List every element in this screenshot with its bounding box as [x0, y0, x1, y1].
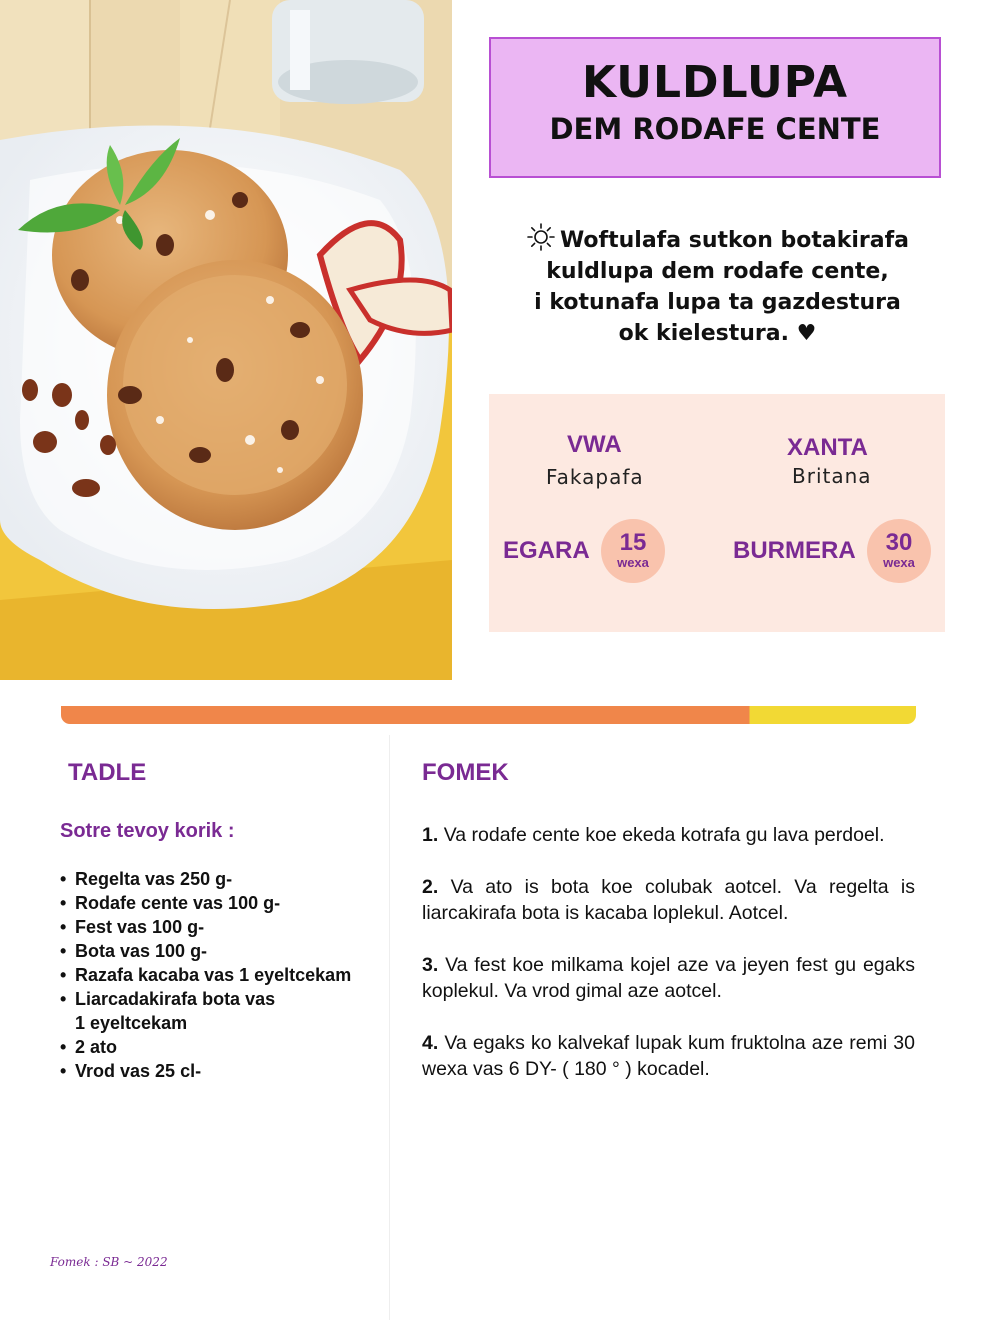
- title-box: [489, 37, 941, 178]
- sun-icon: [526, 222, 556, 252]
- cook-time-value: 30: [885, 529, 913, 556]
- step-number: 4.: [422, 1032, 439, 1054]
- ingredient-item: • Bota vas 100 g-: [60, 939, 351, 963]
- step-number: 2.: [422, 876, 439, 898]
- ingredient-item: • 2 ato: [60, 1035, 351, 1059]
- cook-time-badge: [867, 519, 931, 583]
- prep-time-unit: wexa: [617, 555, 649, 570]
- step-text: Va egaks ko kalvekaf lupak kum fruktolna aze remi 30 wexa vas 6 DY- ( 180 ° ) kocadel.: [422, 1032, 915, 1080]
- prep-time-label: EGARA: [503, 537, 590, 564]
- ingredients-heading: TADLE: [68, 759, 147, 786]
- method-heading: FOMEK: [422, 759, 509, 786]
- method-step: [422, 822, 915, 848]
- step-text: Va ato is bota koe colubak aotcel. Va regelta is liarcakirafa bota is kacaba loplekul. Aotcel.: [422, 876, 915, 924]
- recipe-intro: [495, 222, 940, 349]
- cook-time-label: BURMERA: [733, 537, 856, 564]
- origin-label: XANTA: [787, 434, 868, 461]
- prep-time-badge: [601, 519, 665, 583]
- ingredients-list: [60, 867, 351, 1083]
- recipe-photo: [0, 0, 452, 680]
- intro-line-1: [495, 222, 940, 256]
- ingredient-item: • Regelta vas 250 g-: [60, 867, 351, 891]
- cook-time-unit: wexa: [883, 555, 915, 570]
- ingredient-item: • Liarcadakirafa bota vas 1 eyeltcekam: [60, 987, 290, 1035]
- ingredients-subheading: Sotre tevoy korik :: [60, 820, 235, 842]
- method-steps: [422, 822, 915, 1108]
- method-step: [422, 952, 915, 1004]
- ingredient-item: • Vrod vas 25 cl-: [60, 1059, 351, 1083]
- section-divider-bar: [61, 706, 916, 724]
- column-separator: [389, 735, 390, 1320]
- step-number: 3.: [422, 954, 439, 976]
- prep-time-value: 15: [619, 529, 647, 556]
- intro-line-2: kuldlupa dem rodafe cente,: [546, 259, 889, 284]
- intro-line-3: i kotunafa lupa ta gazdestura: [534, 290, 901, 315]
- step-number: 1.: [422, 824, 439, 846]
- intro-line-4: ok kielestura. ♥: [618, 321, 817, 346]
- step-text: Va rodafe cente koe ekeda kotrafa gu lava perdoel.: [443, 824, 885, 846]
- recipe-credit: Fomek : SB ~ 2022: [50, 1255, 168, 1269]
- ingredient-item: • Rodafe cente vas 100 g-: [60, 891, 351, 915]
- method-step: [422, 1030, 915, 1082]
- recipe-title: KULDLUPA: [581, 57, 849, 108]
- step-text: Va fest koe milkama kojel aze va jeyen fest gu egaks koplekul. Va vrod gimal aze aotcel.: [422, 954, 915, 1002]
- origin-value: Britana: [792, 464, 872, 488]
- intro-text-1: Woftulafa sutkon botakirafa: [559, 228, 910, 253]
- type-value: Fakapafa: [546, 465, 644, 489]
- method-step: [422, 874, 915, 926]
- ingredient-item: • Razafa kacaba vas 1 eyeltcekam: [60, 963, 351, 987]
- recipe-subtitle: DEM RODAFE CENTE: [549, 112, 881, 146]
- ingredient-item: • Fest vas 100 g-: [60, 915, 351, 939]
- type-label: VWA: [567, 431, 622, 458]
- recipe-info-box: [489, 394, 945, 632]
